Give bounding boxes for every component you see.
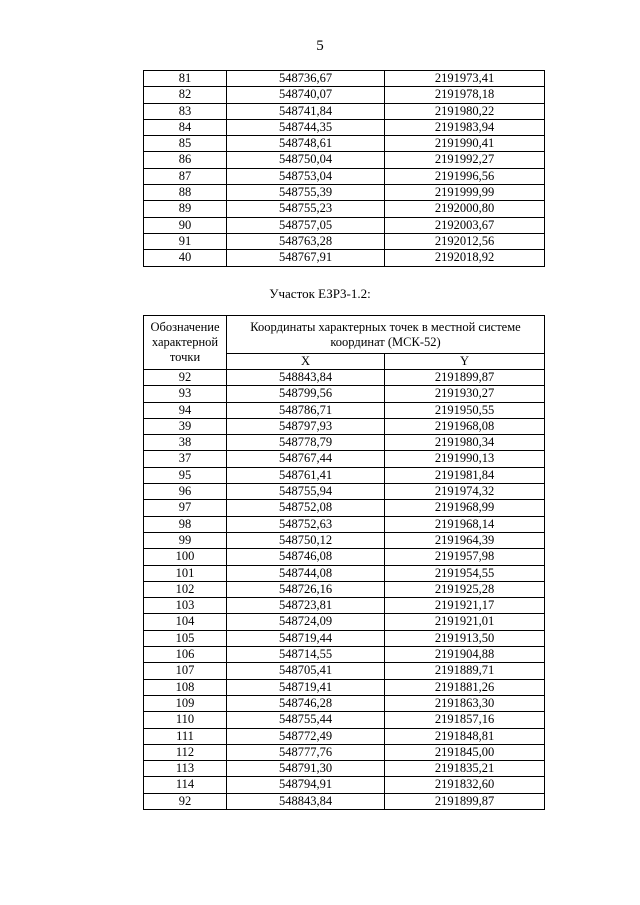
cell-point: 107 xyxy=(144,663,227,679)
cell-y: 2191973,41 xyxy=(385,71,545,87)
cell-point: 40 xyxy=(144,250,227,266)
cell-y: 2191980,34 xyxy=(385,435,545,451)
cell-x: 548755,39 xyxy=(227,185,385,201)
cell-x: 548755,94 xyxy=(227,484,385,500)
cell-x: 548777,76 xyxy=(227,744,385,760)
table-row xyxy=(144,549,545,565)
cell-x: 548794,91 xyxy=(227,777,385,793)
cell-y: 2191950,55 xyxy=(385,402,545,418)
cell-x: 548750,12 xyxy=(227,532,385,548)
table-row xyxy=(144,71,545,87)
cell-x: 548797,93 xyxy=(227,418,385,434)
table-row xyxy=(144,185,545,201)
cell-point: 83 xyxy=(144,103,227,119)
table-row xyxy=(144,217,545,233)
cell-point: 93 xyxy=(144,386,227,402)
cell-y: 2191881,26 xyxy=(385,679,545,695)
cell-point: 94 xyxy=(144,402,227,418)
cell-point: 92 xyxy=(144,793,227,809)
cell-x: 548761,41 xyxy=(227,467,385,483)
cell-x: 548740,07 xyxy=(227,87,385,103)
cell-x: 548843,84 xyxy=(227,370,385,386)
table-header xyxy=(144,316,545,370)
cell-x: 548746,28 xyxy=(227,695,385,711)
cell-point: 81 xyxy=(144,71,227,87)
table-row xyxy=(144,152,545,168)
cell-y: 2191899,87 xyxy=(385,793,545,809)
table-row xyxy=(144,565,545,581)
table-row xyxy=(144,168,545,184)
table-row xyxy=(144,614,545,630)
cell-y: 2191992,27 xyxy=(385,152,545,168)
cell-y: 2191913,50 xyxy=(385,630,545,646)
cell-x: 548719,44 xyxy=(227,630,385,646)
cell-y: 2191921,01 xyxy=(385,614,545,630)
cell-x: 548744,35 xyxy=(227,119,385,135)
cell-x: 548752,08 xyxy=(227,500,385,516)
cell-y: 2191999,99 xyxy=(385,185,545,201)
table-row xyxy=(144,136,545,152)
header-coordinates: Координаты характерных точек в местной системе координат (МСК-52) xyxy=(227,316,545,354)
table-row xyxy=(144,484,545,500)
table-row xyxy=(144,679,545,695)
cell-x: 548757,05 xyxy=(227,217,385,233)
cell-point: 111 xyxy=(144,728,227,744)
cell-x: 548767,44 xyxy=(227,451,385,467)
cell-y: 2192012,56 xyxy=(385,233,545,249)
table-row xyxy=(144,435,545,451)
cell-y: 2191863,30 xyxy=(385,695,545,711)
table-row xyxy=(144,370,545,386)
cell-x: 548748,61 xyxy=(227,136,385,152)
cell-point: 98 xyxy=(144,516,227,532)
cell-point: 37 xyxy=(144,451,227,467)
table-row xyxy=(144,744,545,760)
cell-x: 548755,44 xyxy=(227,712,385,728)
table-row xyxy=(144,532,545,548)
cell-point: 90 xyxy=(144,217,227,233)
cell-point: 89 xyxy=(144,201,227,217)
table-row xyxy=(144,793,545,809)
cell-y: 2191835,21 xyxy=(385,761,545,777)
cell-y: 2192018,92 xyxy=(385,250,545,266)
cell-y: 2191832,60 xyxy=(385,777,545,793)
cell-x: 548746,08 xyxy=(227,549,385,565)
table-row xyxy=(144,451,545,467)
table-row xyxy=(144,201,545,217)
cell-x: 548791,30 xyxy=(227,761,385,777)
cell-x: 548714,55 xyxy=(227,647,385,663)
cell-point: 95 xyxy=(144,467,227,483)
cell-y: 2191990,41 xyxy=(385,136,545,152)
cell-y: 2191981,84 xyxy=(385,467,545,483)
cell-point: 97 xyxy=(144,500,227,516)
cell-x: 548799,56 xyxy=(227,386,385,402)
header-point-designation: Обозначение характерной точки xyxy=(144,316,227,370)
cell-x: 548726,16 xyxy=(227,581,385,597)
cell-y: 2191857,16 xyxy=(385,712,545,728)
cell-point: 84 xyxy=(144,119,227,135)
cell-y: 2191983,94 xyxy=(385,119,545,135)
table-row xyxy=(144,418,545,434)
cell-y: 2191978,18 xyxy=(385,87,545,103)
cell-x: 548755,23 xyxy=(227,201,385,217)
table-row xyxy=(144,233,545,249)
table-row xyxy=(144,250,545,266)
cell-point: 100 xyxy=(144,549,227,565)
table-row xyxy=(144,630,545,646)
cell-point: 91 xyxy=(144,233,227,249)
cell-point: 92 xyxy=(144,370,227,386)
cell-y: 2191996,56 xyxy=(385,168,545,184)
coordinates-table-continuation xyxy=(143,70,545,267)
table-row xyxy=(144,647,545,663)
table-body xyxy=(144,370,545,810)
cell-x: 548736,67 xyxy=(227,71,385,87)
table-row xyxy=(144,119,545,135)
page-number: 5 xyxy=(316,38,324,54)
table-row xyxy=(144,467,545,483)
cell-y: 2191899,87 xyxy=(385,370,545,386)
table-row xyxy=(144,728,545,744)
cell-point: 105 xyxy=(144,630,227,646)
cell-point: 96 xyxy=(144,484,227,500)
cell-x: 548753,04 xyxy=(227,168,385,184)
cell-y: 2191954,55 xyxy=(385,565,545,581)
cell-x: 548744,08 xyxy=(227,565,385,581)
table-row xyxy=(144,500,545,516)
cell-y: 2191980,22 xyxy=(385,103,545,119)
cell-point: 87 xyxy=(144,168,227,184)
cell-y: 2191957,98 xyxy=(385,549,545,565)
cell-y: 2191968,14 xyxy=(385,516,545,532)
cell-y: 2191925,28 xyxy=(385,581,545,597)
cell-point: 88 xyxy=(144,185,227,201)
header-x: X xyxy=(227,354,385,370)
cell-x: 548767,91 xyxy=(227,250,385,266)
table-row xyxy=(144,103,545,119)
cell-y: 2192003,67 xyxy=(385,217,545,233)
cell-x: 548719,41 xyxy=(227,679,385,695)
table-row xyxy=(144,712,545,728)
cell-point: 104 xyxy=(144,614,227,630)
section-title: Участок ЕЗР3-1.2: xyxy=(269,286,371,301)
cell-point: 82 xyxy=(144,87,227,103)
table-row xyxy=(144,663,545,679)
table-row xyxy=(144,581,545,597)
cell-point: 114 xyxy=(144,777,227,793)
cell-y: 2191904,88 xyxy=(385,647,545,663)
table-body xyxy=(144,71,545,267)
cell-x: 548750,04 xyxy=(227,152,385,168)
cell-x: 548741,84 xyxy=(227,103,385,119)
cell-x: 548723,81 xyxy=(227,598,385,614)
cell-x: 548772,49 xyxy=(227,728,385,744)
cell-y: 2191964,39 xyxy=(385,532,545,548)
table-row xyxy=(144,402,545,418)
table-row xyxy=(144,598,545,614)
cell-point: 38 xyxy=(144,435,227,451)
cell-x: 548705,41 xyxy=(227,663,385,679)
cell-y: 2191845,00 xyxy=(385,744,545,760)
cell-point: 113 xyxy=(144,761,227,777)
cell-y: 2191990,13 xyxy=(385,451,545,467)
cell-point: 99 xyxy=(144,532,227,548)
cell-point: 86 xyxy=(144,152,227,168)
table-row xyxy=(144,761,545,777)
cell-point: 103 xyxy=(144,598,227,614)
table-row xyxy=(144,695,545,711)
cell-point: 102 xyxy=(144,581,227,597)
cell-y: 2191889,71 xyxy=(385,663,545,679)
cell-x: 548786,71 xyxy=(227,402,385,418)
cell-y: 2191930,27 xyxy=(385,386,545,402)
cell-x: 548843,84 xyxy=(227,793,385,809)
cell-point: 39 xyxy=(144,418,227,434)
cell-x: 548763,28 xyxy=(227,233,385,249)
coordinates-table-ezr3-1-2 xyxy=(143,315,545,810)
cell-point: 101 xyxy=(144,565,227,581)
cell-y: 2191921,17 xyxy=(385,598,545,614)
cell-point: 112 xyxy=(144,744,227,760)
cell-y: 2191848,81 xyxy=(385,728,545,744)
cell-y: 2191974,32 xyxy=(385,484,545,500)
table-row xyxy=(144,386,545,402)
header-y: Y xyxy=(385,354,545,370)
cell-point: 106 xyxy=(144,647,227,663)
cell-y: 2191968,08 xyxy=(385,418,545,434)
cell-y: 2192000,80 xyxy=(385,201,545,217)
cell-x: 548724,09 xyxy=(227,614,385,630)
table-row xyxy=(144,777,545,793)
table-row xyxy=(144,87,545,103)
cell-point: 110 xyxy=(144,712,227,728)
cell-point: 85 xyxy=(144,136,227,152)
cell-y: 2191968,99 xyxy=(385,500,545,516)
cell-point: 108 xyxy=(144,679,227,695)
cell-point: 109 xyxy=(144,695,227,711)
cell-x: 548752,63 xyxy=(227,516,385,532)
table-row xyxy=(144,516,545,532)
cell-x: 548778,79 xyxy=(227,435,385,451)
